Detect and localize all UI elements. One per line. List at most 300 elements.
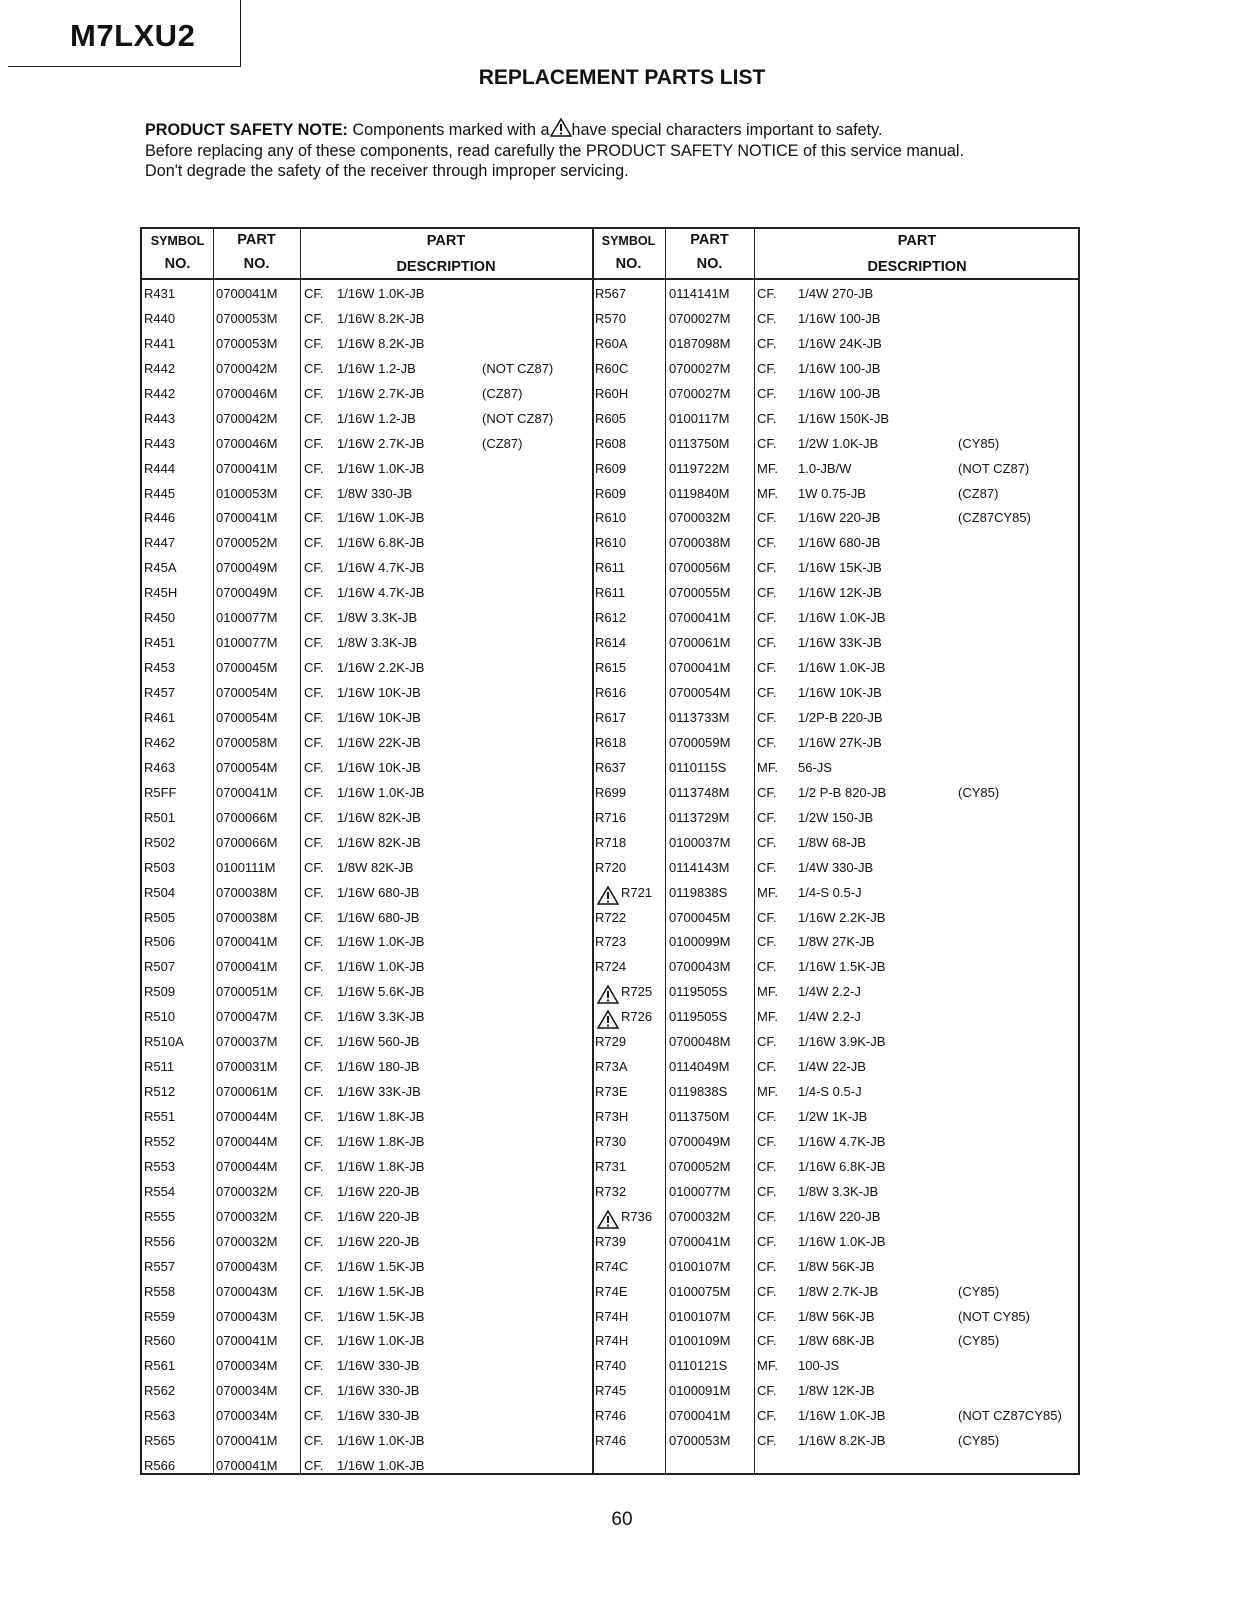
part-no-cell: 0700052M <box>216 535 278 551</box>
part-no-cell: 0700061M <box>216 1084 278 1100</box>
part-no-cell: 0700034M <box>216 1383 278 1399</box>
type-cell: CF. <box>304 535 324 551</box>
part-no-cell: 0113748M <box>669 784 730 800</box>
note-cell: (NOT CY85) <box>958 1308 1030 1324</box>
description-cell: 1/16W 1.0K-JB <box>798 610 886 626</box>
type-cell: CF. <box>304 410 324 426</box>
part-no-cell: 0100037M <box>669 834 731 850</box>
symbol-cell: R441 <box>144 335 176 351</box>
part-no-cell: 0110121S <box>669 1358 728 1374</box>
type-cell: CF. <box>757 435 777 451</box>
description-cell: 1/16W 100-JB <box>798 310 881 326</box>
description-cell: 1/8W 330-JB <box>337 485 413 501</box>
part-no-cell: 0700061M <box>669 635 731 651</box>
symbol-cell: R552 <box>144 1133 176 1149</box>
note-cell: (CY85) <box>958 1433 1000 1449</box>
symbol-cell: R462 <box>144 734 176 750</box>
part-no-cell: 0113729M <box>669 809 730 825</box>
part-no-cell: 0100109M <box>669 1333 731 1349</box>
description-cell: 1/16W 22K-JB <box>337 734 421 750</box>
type-cell: CF. <box>304 460 324 476</box>
type-cell: CF. <box>304 685 324 701</box>
right-row <box>142 437 1078 462</box>
safety-note-line1 <box>145 118 964 141</box>
symbol-cell: R74E <box>595 1283 628 1299</box>
symbol-cell: R615 <box>595 660 627 676</box>
description-cell: 1/16W 1.8K-JB <box>337 1109 425 1125</box>
safety-note-line3: Don't degrade the safety of the receiver through improper servicing. <box>145 162 629 180</box>
right-row <box>142 1060 1078 1085</box>
symbol-cell: R718 <box>595 834 627 850</box>
part-no-cell: 0100107M <box>669 1308 731 1324</box>
symbol-cell: R447 <box>144 535 176 551</box>
description-cell: 1/16W 100-JB <box>798 360 881 376</box>
type-cell: MF. <box>757 1084 778 1100</box>
description-cell: 1/16W 1.0K-JB <box>337 510 425 526</box>
symbol-cell: R721 <box>621 884 653 900</box>
description-cell: 1/16W 2.2K-JB <box>337 660 425 676</box>
type-cell: CF. <box>304 1283 324 1299</box>
type-cell: CF. <box>304 510 324 526</box>
type-cell: CF. <box>304 335 324 351</box>
right-row <box>142 1085 1078 1110</box>
part-no-cell: 0187098M <box>669 335 731 351</box>
description-cell: 1/16W 100-JB <box>798 385 881 401</box>
description-cell: 1/4W 270-JB <box>798 286 874 301</box>
right-row <box>142 1210 1078 1235</box>
description-cell: 1/16W 220-JB <box>337 1183 420 1199</box>
type-cell: CF. <box>304 310 324 326</box>
description-cell: 1/16W 1.5K-JB <box>337 1308 425 1324</box>
type-cell: CF. <box>757 410 777 426</box>
description-cell: 1/16W 1.0K-JB <box>798 1408 886 1424</box>
symbol-cell: R637 <box>595 759 627 775</box>
description-cell: 1/16W 220-JB <box>337 1233 420 1249</box>
description-cell: 1/16W 220-JB <box>798 1208 881 1224</box>
part-no-cell: 0119838S <box>669 884 728 900</box>
symbol-cell: R73H <box>595 1109 629 1125</box>
type-cell: CF. <box>304 859 324 875</box>
right-row <box>142 611 1078 636</box>
description-cell: 1/8W 3.3K-JB <box>337 635 418 651</box>
symbol-cell: R724 <box>595 959 627 975</box>
header-symbol-right: SYMBOL <box>601 234 656 248</box>
part-no-cell: 0114143M <box>669 859 730 875</box>
part-no-cell: 0700041M <box>216 460 278 476</box>
left-row <box>142 1459 1078 1484</box>
part-no-cell: 0700041M <box>669 1233 731 1249</box>
part-no-cell: 0700043M <box>216 1283 278 1299</box>
description-cell: 1/2W 150-JB <box>798 809 874 825</box>
symbol-cell: R444 <box>144 460 176 476</box>
part-no-cell: 0113733M <box>669 709 730 725</box>
symbol-cell: R746 <box>595 1408 627 1424</box>
symbol-cell: R450 <box>144 610 176 626</box>
part-no-cell: 0700049M <box>216 560 278 576</box>
type-cell: CF. <box>757 286 777 301</box>
description-cell: 1/16W 1.2-JB <box>337 410 416 426</box>
type-cell: CF. <box>757 560 777 576</box>
note-cell: (CZ87CY85) <box>958 510 1031 526</box>
right-row <box>142 1384 1078 1409</box>
right-row <box>142 711 1078 736</box>
part-no-cell: 0700041M <box>216 934 278 950</box>
type-cell: CF. <box>304 660 324 676</box>
part-no-cell: 0100099M <box>669 934 731 950</box>
symbol-cell: R505 <box>144 909 176 925</box>
description-cell: 1/4-S 0.5-J <box>798 1084 862 1100</box>
warning-triangle-icon <box>597 1210 619 1232</box>
description-cell: 1/16W 82K-JB <box>337 834 421 850</box>
type-cell: CF. <box>757 1183 777 1199</box>
type-cell: MF. <box>757 460 778 476</box>
note-cell: (CZ87) <box>958 485 999 501</box>
header-description-right: DESCRIPTION <box>867 259 967 275</box>
part-no-cell: 0700032M <box>216 1233 278 1249</box>
description-cell: 1/8W 56K-JB <box>798 1308 875 1324</box>
type-cell: CF. <box>304 909 324 925</box>
symbol-cell: R746 <box>595 1433 627 1449</box>
header-part-right: PART <box>690 232 729 248</box>
part-no-cell: 0700041M <box>216 510 278 526</box>
safety-note-text-b: have special characters important to safety. <box>571 121 883 139</box>
type-cell: MF. <box>757 984 778 1000</box>
type-cell: CF. <box>757 709 777 725</box>
header-symbol-no-left: NO. <box>164 256 191 272</box>
description-cell: 1/16W 2.2K-JB <box>798 909 886 925</box>
safety-note-lead: PRODUCT SAFETY NOTE: <box>145 121 348 139</box>
part-no-cell: 0119838S <box>669 1084 728 1100</box>
part-no-cell: 0113750M <box>669 435 730 451</box>
description-cell: 1/4W 2.2-J <box>798 984 861 1000</box>
symbol-cell: R512 <box>144 1084 176 1100</box>
part-no-cell: 0700045M <box>669 909 731 925</box>
part-no-cell: 0700038M <box>216 909 278 925</box>
symbol-cell: R453 <box>144 660 176 676</box>
note-cell: (CY85) <box>958 784 1000 800</box>
symbol-cell: R73A <box>595 1059 628 1075</box>
description-cell: 1/16W 1.2-JB <box>337 360 416 376</box>
part-no-cell: 0700041M <box>216 1433 278 1449</box>
description-cell: 1/16W 4.7K-JB <box>337 560 425 576</box>
description-cell: 1/16W 330-JB <box>337 1383 420 1399</box>
description-cell: 1/8W 12K-JB <box>798 1383 875 1399</box>
description-cell: 1/16W 2.7K-JB <box>337 435 425 451</box>
type-cell: MF. <box>757 485 778 501</box>
symbol-cell: R502 <box>144 834 176 850</box>
type-cell: CF. <box>304 759 324 775</box>
type-cell: CF. <box>757 1383 777 1399</box>
header-description-part-right: PART <box>897 233 937 249</box>
symbol-cell: R567 <box>595 286 627 301</box>
description-cell: 1/8W 68K-JB <box>798 1333 875 1349</box>
symbol-cell: R511 <box>144 1059 175 1075</box>
part-no-cell: 0700031M <box>216 1059 278 1075</box>
right-row <box>142 337 1078 362</box>
description-cell: 1/16W 8.2K-JB <box>798 1433 886 1449</box>
right-row <box>142 1434 1078 1459</box>
type-cell: CF. <box>304 1208 324 1224</box>
type-cell: CF. <box>757 685 777 701</box>
symbol-cell: R440 <box>144 310 176 326</box>
page-title: REPLACEMENT PARTS LIST <box>478 66 766 89</box>
type-cell: CF. <box>304 435 324 451</box>
description-cell: 1/16W 5.6K-JB <box>337 984 425 1000</box>
symbol-cell: R446 <box>144 510 176 526</box>
part-no-cell: 0700038M <box>669 535 731 551</box>
description-cell: 1/16W 1.8K-JB <box>337 1133 425 1149</box>
part-no-cell: 0700058M <box>216 734 278 750</box>
description-cell: 1/16W 8.2K-JB <box>337 310 425 326</box>
part-no-cell: 0700041M <box>216 959 278 975</box>
symbol-cell: R561 <box>144 1358 176 1374</box>
type-cell: MF. <box>757 884 778 900</box>
right-row <box>142 1035 1078 1060</box>
symbol-cell: R720 <box>595 859 627 875</box>
description-cell: 1/16W 220-JB <box>337 1208 420 1224</box>
type-cell: CF. <box>757 1133 777 1149</box>
type-cell: CF. <box>304 809 324 825</box>
description-cell: 1/8W 68-JB <box>798 834 866 850</box>
symbol-cell: R618 <box>595 734 627 750</box>
symbol-cell: R723 <box>595 934 627 950</box>
description-cell: 1/16W 1.0K-JB <box>337 959 425 975</box>
description-cell: 1/16W 1.0K-JB <box>798 1233 886 1249</box>
type-cell: CF. <box>304 984 324 1000</box>
description-cell: 1/16W 1.0K-JB <box>337 934 425 950</box>
symbol-cell: R445 <box>144 485 176 501</box>
symbol-cell: R506 <box>144 934 176 950</box>
part-no-cell: 0119505S <box>669 1009 728 1025</box>
type-cell: CF. <box>757 1208 777 1224</box>
type-cell: MF. <box>757 1358 778 1374</box>
type-cell: CF. <box>304 1333 324 1349</box>
part-no-cell: 0700034M <box>216 1358 278 1374</box>
description-cell: 1/16W 680-JB <box>337 884 420 900</box>
part-no-cell: 0700027M <box>669 385 731 401</box>
right-row <box>142 412 1078 437</box>
right-row <box>142 1260 1078 1285</box>
type-cell: MF. <box>757 1009 778 1025</box>
description-cell: 1/2W 1K-JB <box>798 1109 868 1125</box>
symbol-cell: R740 <box>595 1358 627 1374</box>
symbol-cell: R722 <box>595 909 627 925</box>
description-cell: 1/2P-B 220-JB <box>798 709 883 725</box>
type-cell: MF. <box>757 759 778 775</box>
type-cell: CF. <box>304 1433 324 1449</box>
symbol-cell: R74H <box>595 1308 629 1324</box>
part-no-cell: 0700066M <box>216 809 278 825</box>
description-cell: 1/16W 10K-JB <box>337 759 421 775</box>
description-cell: 1/16W 1.5K-JB <box>337 1258 425 1274</box>
symbol-cell: R553 <box>144 1158 176 1174</box>
symbol-cell: R559 <box>144 1308 176 1324</box>
description-cell: 1/16W 1.0K-JB <box>337 1433 425 1449</box>
part-no-cell: 0100075M <box>669 1283 731 1299</box>
type-cell: CF. <box>757 1158 777 1174</box>
description-cell: 1/16W 33K-JB <box>798 635 882 651</box>
type-cell: CF. <box>304 959 324 975</box>
right-row <box>142 1010 1078 1035</box>
part-no-cell: 0700041M <box>669 1408 731 1424</box>
header-description-part-left: PART <box>426 233 466 249</box>
type-cell: CF. <box>304 1109 324 1125</box>
description-cell: 1/16W 10K-JB <box>337 709 421 725</box>
symbol-cell: R616 <box>595 685 627 701</box>
part-no-cell: 0119840M <box>669 485 730 501</box>
symbol-cell: R617 <box>595 709 627 725</box>
type-cell: CF. <box>304 1084 324 1100</box>
symbol-cell: R563 <box>144 1408 176 1424</box>
part-no-cell: 0100077M <box>669 1183 731 1199</box>
type-cell: CF. <box>757 1034 777 1050</box>
part-no-cell: 0700046M <box>216 435 278 451</box>
description-cell: 1/16W 1.8K-JB <box>337 1158 425 1174</box>
description-cell: 1/16W 1.0K-JB <box>337 286 425 301</box>
warning-triangle-icon <box>597 985 619 1007</box>
part-no-cell: 0100107M <box>669 1258 731 1274</box>
description-cell: 1.0-JB/W <box>798 460 852 476</box>
symbol-cell: R614 <box>595 635 627 651</box>
part-no-cell: 0100053M <box>216 485 278 501</box>
type-cell: CF. <box>304 1383 324 1399</box>
part-no-cell: 0700052M <box>669 1158 731 1174</box>
note-cell: (NOT CZ87) <box>482 410 554 426</box>
right-row <box>142 287 1078 312</box>
symbol-cell: R731 <box>595 1158 627 1174</box>
symbol-cell: R45H <box>144 585 178 601</box>
part-no-cell: 0700045M <box>216 660 278 676</box>
description-cell: 1/16W 330-JB <box>337 1408 420 1424</box>
part-no-cell: 0700032M <box>669 510 731 526</box>
part-no-cell: 0119505S <box>669 984 728 1000</box>
description-cell: 1/2 P-B 820-JB <box>798 784 887 800</box>
part-no-cell: 0700034M <box>216 1408 278 1424</box>
symbol-cell: R73E <box>595 1084 628 1100</box>
description-cell: 56-JS <box>798 759 832 775</box>
description-cell: 1/16W 220-JB <box>798 510 881 526</box>
part-no-cell: 0700059M <box>669 734 731 750</box>
symbol-cell: R745 <box>595 1383 627 1399</box>
symbol-cell: R610 <box>595 510 627 526</box>
type-cell: CF. <box>757 1109 777 1125</box>
description-cell: 1/16W 4.7K-JB <box>798 1133 886 1149</box>
header-symbol-no-right: NO. <box>615 256 642 272</box>
description-cell: 100-JS <box>798 1358 840 1374</box>
part-no-cell: 0700053M <box>669 1433 731 1449</box>
symbol-cell: R608 <box>595 435 627 451</box>
right-row <box>142 761 1078 786</box>
note-cell: (CZ87) <box>482 385 523 401</box>
description-cell: 1/16W 180-JB <box>337 1059 420 1075</box>
part-no-cell: 0700066M <box>216 834 278 850</box>
symbol-cell: R451 <box>144 635 176 651</box>
note-cell: (NOT CZ87CY85) <box>958 1408 1062 1424</box>
type-cell: CF. <box>757 834 777 850</box>
symbol-cell: R739 <box>595 1233 627 1249</box>
description-cell: 1/16W 6.8K-JB <box>337 535 425 551</box>
symbol-cell: R555 <box>144 1208 176 1224</box>
right-row <box>142 686 1078 711</box>
symbol-cell: R736 <box>621 1208 653 1224</box>
model-number: M7LXU2 <box>70 18 196 53</box>
symbol-cell: R60A <box>595 335 628 351</box>
description-cell: 1/16W 10K-JB <box>798 685 882 701</box>
symbol-cell: R442 <box>144 360 176 376</box>
type-cell: CF. <box>757 385 777 401</box>
part-no-cell: 0700041M <box>669 660 731 676</box>
part-no-cell: 0700027M <box>669 360 731 376</box>
type-cell: CF. <box>304 1158 324 1174</box>
description-cell: 1/8W 27K-JB <box>798 934 875 950</box>
right-row <box>142 487 1078 512</box>
type-cell: CF. <box>757 535 777 551</box>
symbol-cell: R509 <box>144 984 176 1000</box>
type-cell: CF. <box>304 1009 324 1025</box>
description-cell: 1/16W 150K-JB <box>798 410 890 426</box>
description-cell: 1/16W 1.0K-JB <box>337 784 425 800</box>
description-cell: 1/16W 680-JB <box>337 909 420 925</box>
note-cell: (CY85) <box>958 1333 1000 1349</box>
description-cell: 1/4W 2.2-J <box>798 1009 861 1025</box>
note-cell: (NOT CZ87) <box>482 360 554 376</box>
part-no-cell: 0100111M <box>216 859 276 875</box>
part-no-cell: 0119722M <box>669 460 730 476</box>
type-cell: CF. <box>757 809 777 825</box>
type-cell: CF. <box>757 934 777 950</box>
right-row <box>142 1160 1078 1185</box>
type-cell: CF. <box>757 335 777 351</box>
part-no-cell: 0700042M <box>216 410 278 426</box>
symbol-cell: R562 <box>144 1383 176 1399</box>
right-row <box>142 1185 1078 1210</box>
part-no-cell: 0700054M <box>216 759 278 775</box>
right-row <box>142 1135 1078 1160</box>
part-no-cell: 0700032M <box>216 1183 278 1199</box>
type-cell: CF. <box>757 310 777 326</box>
part-no-cell: 0700041M <box>216 286 278 301</box>
symbol-cell: R725 <box>621 984 653 1000</box>
type-cell: CF. <box>304 1308 324 1324</box>
description-cell: 1/2W 1.0K-JB <box>798 435 879 451</box>
description-cell: 1/16W 1.0K-JB <box>337 1458 425 1474</box>
right-row <box>142 786 1078 811</box>
symbol-cell: R732 <box>595 1183 627 1199</box>
right-row <box>142 387 1078 412</box>
type-cell: CF. <box>304 286 324 301</box>
description-cell: 1/16W 33K-JB <box>337 1084 421 1100</box>
type-cell: CF. <box>757 635 777 651</box>
right-row <box>142 1310 1078 1335</box>
symbol-cell: R554 <box>144 1183 176 1199</box>
symbol-cell: R609 <box>595 485 627 501</box>
part-no-cell: 0700047M <box>216 1009 278 1025</box>
warning-triangle-icon <box>597 1010 619 1032</box>
symbol-cell: R443 <box>144 435 176 451</box>
description-cell: 1/16W 1.0K-JB <box>798 660 886 676</box>
type-cell: CF. <box>304 360 324 376</box>
symbol-cell: R726 <box>621 1009 653 1025</box>
note-cell: (CZ87) <box>482 435 523 451</box>
part-no-cell: 0700053M <box>216 335 278 351</box>
description-cell: 1/16W 8.2K-JB <box>337 335 425 351</box>
right-row <box>142 362 1078 387</box>
part-no-cell: 0700032M <box>669 1208 731 1224</box>
part-no-cell: 0700054M <box>669 685 731 701</box>
right-row <box>142 811 1078 836</box>
type-cell: CF. <box>304 934 324 950</box>
part-no-cell: 0700053M <box>216 310 278 326</box>
